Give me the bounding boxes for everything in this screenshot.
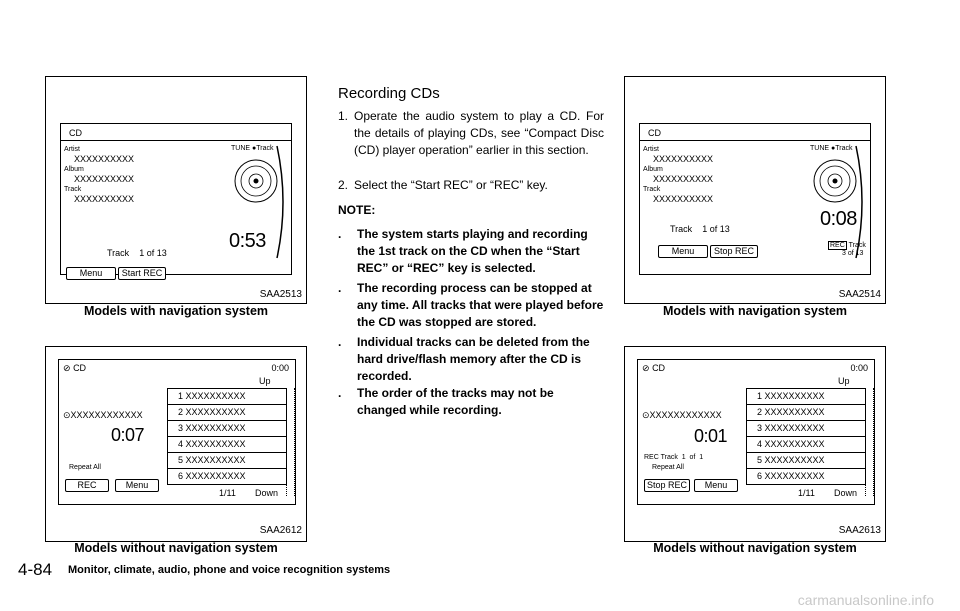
figure-saa2613: [624, 346, 886, 542]
list-item[interactable]: 3 XXXXXXXXXX: [168, 421, 286, 437]
cd-disc-icon: [812, 158, 858, 204]
watermark: carmanualsonline.info: [797, 592, 934, 608]
screen-title: CD: [648, 128, 661, 138]
track-counter: Track 1 of 13: [670, 224, 730, 234]
screen-title: CD: [69, 128, 82, 138]
rec-status: REC Track 3 of 13: [830, 242, 866, 257]
note-item: The order of the tracks may not be changed while recording.: [357, 386, 554, 417]
scrollbar[interactable]: [865, 388, 874, 496]
track-list: [167, 388, 287, 485]
progress-arc-icon: [275, 144, 289, 260]
menu-button[interactable]: Menu: [694, 479, 738, 492]
menu-button[interactable]: Menu: [66, 267, 116, 280]
list-item[interactable]: 6 XXXXXXXXXX: [747, 469, 865, 485]
figure-caption: Models without navigation system: [653, 541, 857, 555]
header-time: 0:00: [850, 363, 868, 373]
list-item[interactable]: 1 XXXXXXXXXX: [747, 389, 865, 405]
tune-knob-icon: ●: [252, 145, 257, 152]
playback-time: 0:53: [229, 230, 266, 252]
stop-rec-button[interactable]: Stop REC: [710, 245, 758, 258]
page-number: 4-84: [18, 560, 53, 579]
nav-audio-screen: [60, 123, 292, 278]
track-label: Track: [64, 186, 82, 193]
figure-saa2514: [624, 76, 886, 304]
album-label: Album: [64, 166, 84, 173]
tune-label: TUNE ●Track: [810, 145, 853, 152]
disc-name: ⊙XXXXXXXXXXXX: [642, 410, 722, 420]
rec-button[interactable]: REC: [65, 479, 109, 492]
scrollbar[interactable]: [286, 388, 295, 496]
bullet: .: [338, 281, 342, 295]
cd-icon: ⊘: [642, 363, 650, 373]
repeat-mode: Repeat All: [652, 464, 684, 471]
list-item[interactable]: 4 XXXXXXXXXX: [168, 437, 286, 453]
artist-value: XXXXXXXXXX: [653, 154, 714, 164]
list-item[interactable]: 1 XXXXXXXXXX: [168, 389, 286, 405]
artist-value: XXXXXXXXXX: [74, 154, 135, 164]
step-number: 2.: [338, 178, 349, 192]
divider: [61, 140, 291, 141]
list-item[interactable]: 2 XXXXXXXXXX: [747, 405, 865, 421]
page-indicator: 1/11: [219, 488, 236, 498]
album-label: Album: [643, 166, 663, 173]
disc-name: ⊙XXXXXXXXXXXX: [63, 410, 143, 420]
page-indicator: 1/11: [798, 488, 815, 498]
repeat-mode: Repeat All: [69, 464, 101, 471]
list-item[interactable]: 4 XXXXXXXXXX: [747, 437, 865, 453]
audio-screen: [637, 359, 875, 505]
track-value: XXXXXXXXXX: [74, 194, 135, 204]
album-value: XXXXXXXXXX: [74, 174, 135, 184]
figure-caption: Models without navigation system: [74, 541, 278, 555]
track-label: Track: [643, 186, 661, 193]
divider: [640, 140, 870, 141]
cd-icon: ⊘: [63, 363, 71, 373]
playback-time: 0:01: [694, 426, 728, 446]
audio-screen: [58, 359, 296, 505]
rec-badge: REC: [830, 242, 845, 249]
track-counter: Track 1 of 13: [107, 248, 167, 258]
header-time: 0:00: [271, 363, 289, 373]
album-value: XXXXXXXXXX: [653, 174, 714, 184]
figure-code: SAA2612: [259, 525, 302, 536]
note-item: The recording process can be stopped at any time. All tracks that were played before the CD was stopped are stored.: [357, 281, 604, 329]
section-title: Monitor, climate, audio, phone and voice recognition systems: [68, 564, 391, 576]
bullet: .: [338, 335, 342, 349]
figure-saa2513: [45, 76, 307, 304]
tune-label: TUNE ●Track: [231, 145, 274, 152]
step-number: 1.: [338, 109, 349, 123]
down-button[interactable]: Down: [255, 488, 279, 498]
stop-rec-button[interactable]: Stop REC: [644, 479, 690, 492]
cd-disc-icon: [233, 158, 279, 204]
list-item[interactable]: 3 XXXXXXXXXX: [747, 421, 865, 437]
playback-time: 0:08: [820, 208, 857, 230]
step-text: Operate the audio system to play a CD. For the details of playing CDs, see “Compact Disc (CD) player operation” earlier in this section.: [354, 109, 604, 157]
figure-code: SAA2513: [259, 289, 302, 300]
note-item: The system starts playing and recording the 1st track on the CD when the “Start REC” or “REC” key is selected.: [357, 227, 588, 275]
artist-label: Artist: [643, 146, 659, 153]
list-item[interactable]: 5 XXXXXXXXXX: [168, 453, 286, 469]
up-button[interactable]: Up: [838, 376, 850, 386]
step-text: Select the “Start REC” or “REC” key.: [354, 178, 548, 192]
menu-button[interactable]: Menu: [658, 245, 708, 258]
down-button[interactable]: Down: [834, 488, 858, 498]
track-value: XXXXXXXXXX: [653, 194, 714, 204]
artist-label: Artist: [64, 146, 80, 153]
tune-knob-icon: ●: [831, 145, 836, 152]
bullet: .: [338, 386, 342, 400]
disc-icon: ⊙: [642, 410, 650, 420]
figure-code: SAA2514: [838, 289, 881, 300]
figure-saa2612: [45, 346, 307, 542]
up-button[interactable]: Up: [259, 376, 271, 386]
note-label: NOTE:: [338, 203, 376, 217]
rec-track-count: 3 of 13: [842, 250, 864, 257]
note-item: Individual tracks can be deleted from the hard drive/flash memory after the CD is recorded.: [357, 335, 590, 383]
track-list: [746, 388, 866, 485]
section-heading: Recording CDs: [338, 85, 440, 102]
list-item[interactable]: 2 XXXXXXXXXX: [168, 405, 286, 421]
menu-button[interactable]: Menu: [115, 479, 159, 492]
figure-caption: Models with navigation system: [662, 304, 848, 318]
figure-code: SAA2613: [838, 525, 881, 536]
list-item[interactable]: 5 XXXXXXXXXX: [747, 453, 865, 469]
nav-audio-screen: [639, 123, 871, 275]
playback-time: 0:07: [111, 425, 145, 445]
screen-header: ⊘ CD: [63, 363, 87, 373]
bullet: .: [338, 227, 342, 241]
list-item[interactable]: 6 XXXXXXXXXX: [168, 469, 286, 485]
figure-caption: Models with navigation system: [83, 304, 269, 318]
start-rec-button[interactable]: Start REC: [118, 267, 166, 280]
screen-header: ⊘ CD: [642, 363, 666, 373]
rec-track-status: REC Track 1 of 1: [644, 454, 704, 461]
disc-icon: ⊙: [63, 410, 71, 420]
